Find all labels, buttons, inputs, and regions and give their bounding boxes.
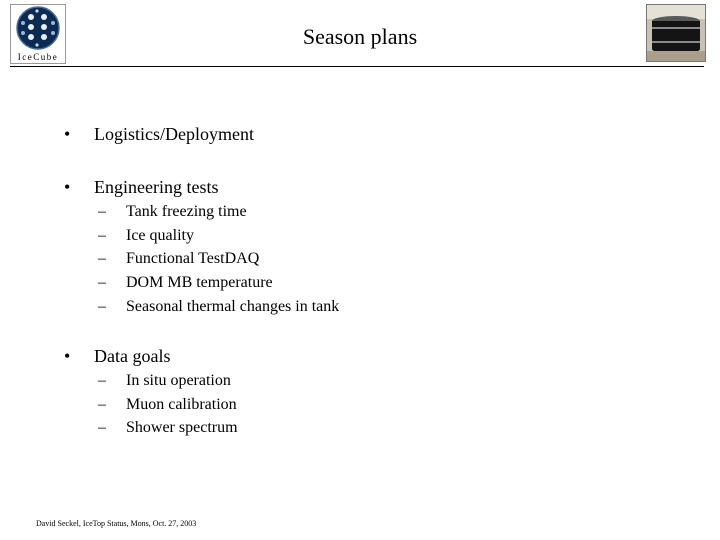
bullet-label: Engineering tests bbox=[94, 177, 219, 197]
dash-marker: – bbox=[98, 372, 106, 389]
logo-text: IceCube bbox=[17, 52, 59, 62]
subitem-ice-quality bbox=[98, 227, 194, 245]
bullet-label: Data goals bbox=[94, 346, 171, 366]
page-title: Season plans bbox=[302, 24, 418, 49]
subitem-shower-spectrum bbox=[98, 419, 238, 437]
subitem-label: Muon calibration bbox=[126, 396, 237, 413]
subitem-label: Shower spectrum bbox=[126, 419, 238, 436]
header-divider bbox=[10, 66, 704, 67]
tank-photo bbox=[646, 4, 706, 62]
bullet-marker: • bbox=[64, 346, 71, 366]
subitem-label: Ice quality bbox=[126, 227, 194, 244]
dash-marker: – bbox=[98, 298, 106, 315]
subitem-seasonal-thermal bbox=[98, 298, 339, 316]
dash-marker: – bbox=[98, 227, 106, 244]
dash-marker: – bbox=[98, 274, 106, 291]
subitem-label: DOM MB temperature bbox=[126, 274, 273, 291]
subitem-label: In situ operation bbox=[126, 372, 231, 389]
dash-marker: – bbox=[98, 203, 106, 220]
bullet-data-goals bbox=[64, 346, 170, 367]
subitem-functional-testdaq bbox=[98, 250, 259, 268]
subitem-label: Functional TestDAQ bbox=[126, 250, 260, 267]
bullet-marker: • bbox=[64, 177, 71, 197]
dash-marker: – bbox=[98, 396, 106, 413]
tank-photo-image bbox=[647, 5, 705, 61]
bullet-marker: • bbox=[64, 124, 71, 144]
subitem-dom-mb-temperature bbox=[98, 274, 273, 292]
subitem-label: Tank freezing time bbox=[126, 203, 247, 220]
dash-marker: – bbox=[98, 250, 106, 267]
bullet-engineering-tests bbox=[64, 177, 218, 198]
subitem-in-situ bbox=[98, 372, 231, 390]
subitem-muon-calibration bbox=[98, 396, 237, 414]
subitem-label: Seasonal thermal changes in tank bbox=[126, 298, 340, 315]
subitem-tank-freezing bbox=[98, 203, 247, 221]
dash-marker: – bbox=[98, 419, 106, 436]
footer-text: David Seckel, IceTop Status, Mons, Oct. 27, 2003 bbox=[36, 519, 197, 528]
bullet-label: Logistics/Deployment bbox=[94, 124, 254, 144]
bullet-logistics bbox=[64, 124, 254, 145]
